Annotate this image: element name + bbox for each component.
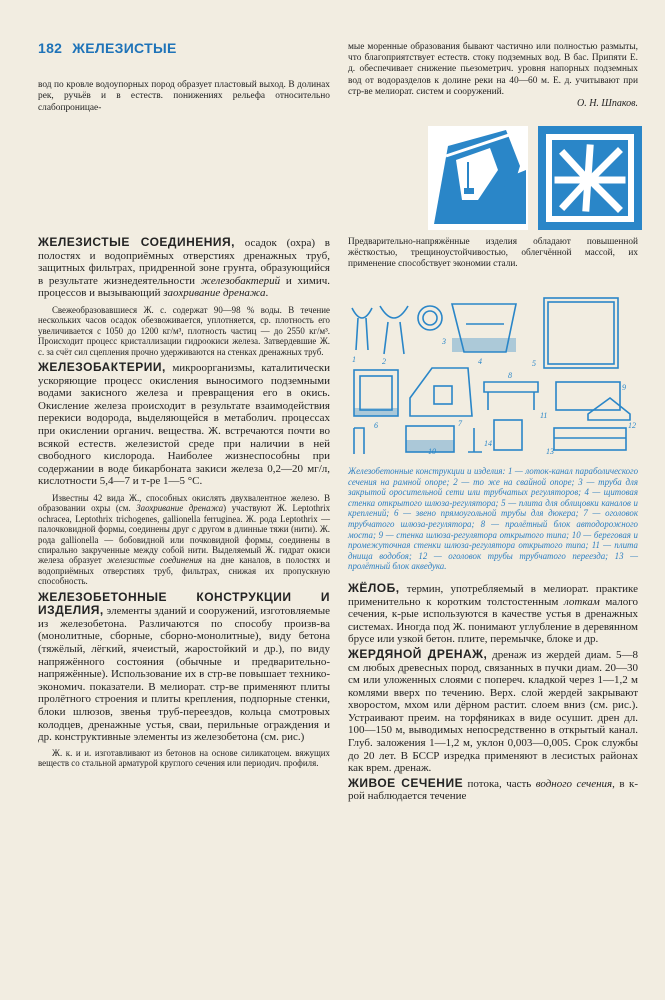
- figure-number: 2: [382, 357, 386, 366]
- author-signature: О. Н. Шпаков.: [576, 98, 638, 110]
- cross-ref-link[interactable]: железистые соединения: [106, 555, 203, 566]
- monogram-logo-icon: [538, 126, 642, 230]
- figure-number: 5: [532, 359, 536, 368]
- article-zhelezistye: ЖЕЛЕЗИСТЫЕ СОЕДИНЕНИЯ, осадок (охра) в полостях и водоприёмных отверстиях дренажных труб, защитных фильтрах, придренной зоне грунта, образующийся в результате жизнедеятельности железобактерий и химич. процессов и вызывающий заохривание дренажа.: [38, 235, 330, 300]
- small-print: Свежеобразовавшиеся Ж. с. содержат 90—98 % воды. В течение нескольких часов осадок обезвоживается, уплотняется, ср. плотность его увеличивается с 1050 до 1200 кг/м³, плотность частиц — до 2550 кг/м³. Происходит процесс кристаллизации гидроокиси железа. Затвердевшие Ж. с. за счёт сил сцепления прочно удерживаются на стенках дренажных труб.: [38, 304, 330, 357]
- headword: ЖИВОЕ СЕЧЕНИЕ: [348, 775, 464, 790]
- cross-ref-link[interactable]: водного сечения: [535, 777, 613, 790]
- small-print: Ж. к. и и. изготавливают из бетонов на основе силикатоцем. вяжущих веществ со стальной арматурой круглого сечения или периодич. профиля.: [38, 747, 330, 769]
- figure-number: 1: [352, 355, 356, 364]
- cross-ref-link[interactable]: лоткам: [564, 595, 600, 608]
- running-title: ЖЕЛЕЗИСТЫЕ: [72, 40, 177, 56]
- right-top-block: [348, 42, 638, 109]
- cross-ref-link[interactable]: заохривание дренажа: [163, 287, 266, 300]
- figure-number: 12: [628, 421, 636, 430]
- figure-reinforced-concrete: [348, 278, 638, 456]
- crane-icon: [428, 126, 528, 230]
- headword: ЖЕЛЕЗОБЕТОННЫЕ КОНСТРУКЦИИ И ИЗДЕЛИЯ,: [38, 589, 330, 618]
- headword: ЖЕРДЯНОЙ ДРЕНАЖ,: [348, 646, 488, 661]
- small-print: Известны 42 вида Ж., способных окислять двухвалентное железо. В образовании охры (см. Заохривание дренажа) участвуют Ж. Leptothrix ochracea, Leptothrix trichogenes, gallionella ferruginea. Ж. рода Leptothrix — палочковидной формы, соединены друг с другом в длинные тяжи (нити). Ж. рода gallionella — бобовидной или почковидной формы, соединены в спирально закрученные между собой нити. Выделяемый Ж. гидрат окиси железа образует железистые соединения на дне каналов, в полостях и водоприёмных отверстиях труб, фильтрах, снижая их пропускную способность.: [38, 492, 331, 587]
- article-zhelezobakterii: ЖЕЛЕЗОБАКТЕРИИ, микроорганизмы, каталитически ускоряющие процесс окисления выносимого подземными водами закисного железа и превращения его в окись. Окисление железа происходит в результате взаимодействия перекиси водорода, выделяющейся в метаболич. процессах при окислении органич. вещества. Ж. встречаются почти во всякой естеств. железистой среде при наличии в ней свободного кислорода. Наиболее жизнеспособны при содержании в воде бикарбоната закиси железа 0,2—20 мг/л, кислотности 5,4—7 и т-ре 1—5 °С.: [38, 360, 330, 488]
- article-zherdyanoy-drenazh: ЖЕРДЯНОЙ ДРЕНАЖ, дренаж из жердей диам. 5—8 см любых древесных пород, связанных в пучки диам. 20—30 см или уложенных слоями с попереч. кладкой через 1—1,2 м комлями вверх по течению. Верх. слой жердей закрывают хворостом, мхом или дёрном растит. слоем вниз (см. рис.). Устраивают преим. на торфяниках в виде осушит. дрен дл. 100—150 м, выводимых непосредственно в открытый канал. Глуб. заложения 1—1,2 м, уклон 0,003—0,005. Срок службы до 20 лет. В БССР изредка применяют в лесистых районах как врем. дренаж.: [348, 646, 638, 775]
- headword: ЖЁЛОБ,: [348, 580, 400, 595]
- figure-number: 11: [540, 411, 548, 420]
- figure-number: 14: [484, 439, 492, 448]
- left-column: [38, 236, 330, 769]
- right-column: [348, 237, 638, 803]
- headword: ЖЕЛЕЗИСТЫЕ СОЕДИНЕНИЯ,: [38, 235, 235, 249]
- article-continuation: Предварительно-напряжённые изделия обладают повышенной жёсткостью, трещиноустойчивостью, облегчённой массой, их применение способствует экономии стали.: [348, 237, 638, 269]
- figure-number: 9: [622, 383, 626, 392]
- headword: ЖЕЛЕЗОБАКТЕРИИ,: [38, 360, 166, 374]
- figure-number: 13: [546, 447, 554, 456]
- figure-caption: Железобетонные конструкции и изделия: 1 — лоток-канал параболического сечения на рамной опоре; 2 — то же на свайной опоре; 3 — труба для закрытой оросительной сети или трубчатых регуляторов; 4 — щитовая стенка открытого шлюза-регулятора; 5 — плита для облицовки каналов и креплений; 6 — звено прямоугольной трубы для дюкера; 7 — оголовок трубчатого шлюза-регулятора; 8 — пролётный блок автодорожного моста; 9 — стенка шлюза-регулятора открытого типа; 10 — береговая и промежуточная стенки шлюза-регулятора открытого типа; 11 — плита днища водобоя; 12 — оголовок трубы трубчатого переезда; 13 — пролётный блок акведука.: [348, 466, 639, 572]
- right-top-continuation: мые моренные образования бывают частично или полностью размыты, что благоприятствует естеств. стоку подземных вод. В бас. Припяти Е. д. обеспечивает снижение пьезометрич. уровня напорных подземных вод от водоразделов к долине реки на 40—60 м. Е. д. учитывают при стр-ве мелиорат. систем и сооружений.: [348, 42, 638, 97]
- illustration-logos: [428, 126, 644, 230]
- cross-ref-link[interactable]: железобактерий: [200, 274, 281, 287]
- page-number: 182: [38, 40, 63, 56]
- article-zhelezobetonnye: ЖЕЛЕЗОБЕТОННЫЕ КОНСТРУКЦИИ И ИЗДЕЛИЯ, элементы зданий и сооружений, изготовляемые из железобетона. Различаются по способу произв-ва (монолитные, сборные, сборно-монолитные), виду бетона (тяжёлый, лёгкий, ячеистый, жаростойкий и др.), по виду напряжённого состояния (обычные и предварительно-напряжённые). Использование их в стр-ве повышает технико-экономич. показатели. В мелиорат. стр-ве применяют плиты пролётного строения и плиты крепления, подпорные стенки, блоки шлюзов, звенья труб-переездов, кольца смотровых колодцев, дренажные устья, сваи, перильные ограждения и др. конструктивные элементы из железобетона (см. рис.): [38, 589, 330, 744]
- article-zhivoe-sechenie: ЖИВОЕ СЕЧЕНИЕ потока, часть водного сечения, в к-рой наблюдается течение: [348, 775, 638, 803]
- left-top-continuation: вод по кровле водоупорных пород образует пластовый выход. В долинах рек, ручьёв и в естеств. понижениях рельефа относительно слабопроницае-: [38, 80, 330, 113]
- article-zhelob: ЖЁЛОБ, термин, употребляемый в мелиорат. практике применительно к коротким толстостенным лоткам малого сечения, к-рые используются в качестве устья в дренажных системах. Иногда под Ж. понимают углубление в деревянном брусе или узкой бетон. плите, перемычке, блоке и др.: [348, 580, 639, 646]
- figure-number: 8: [508, 371, 512, 380]
- figure-number: 3: [442, 337, 446, 346]
- figure-number: 10: [428, 447, 436, 456]
- figure-number: 7: [458, 419, 462, 428]
- figure-number: 4: [478, 357, 482, 366]
- cross-ref-link[interactable]: Заохривание дренажа: [136, 503, 224, 514]
- caption-title: Железобетонные конструкции и изделия:: [348, 466, 506, 476]
- figure-number: 6: [374, 421, 378, 430]
- page-header: [38, 40, 177, 58]
